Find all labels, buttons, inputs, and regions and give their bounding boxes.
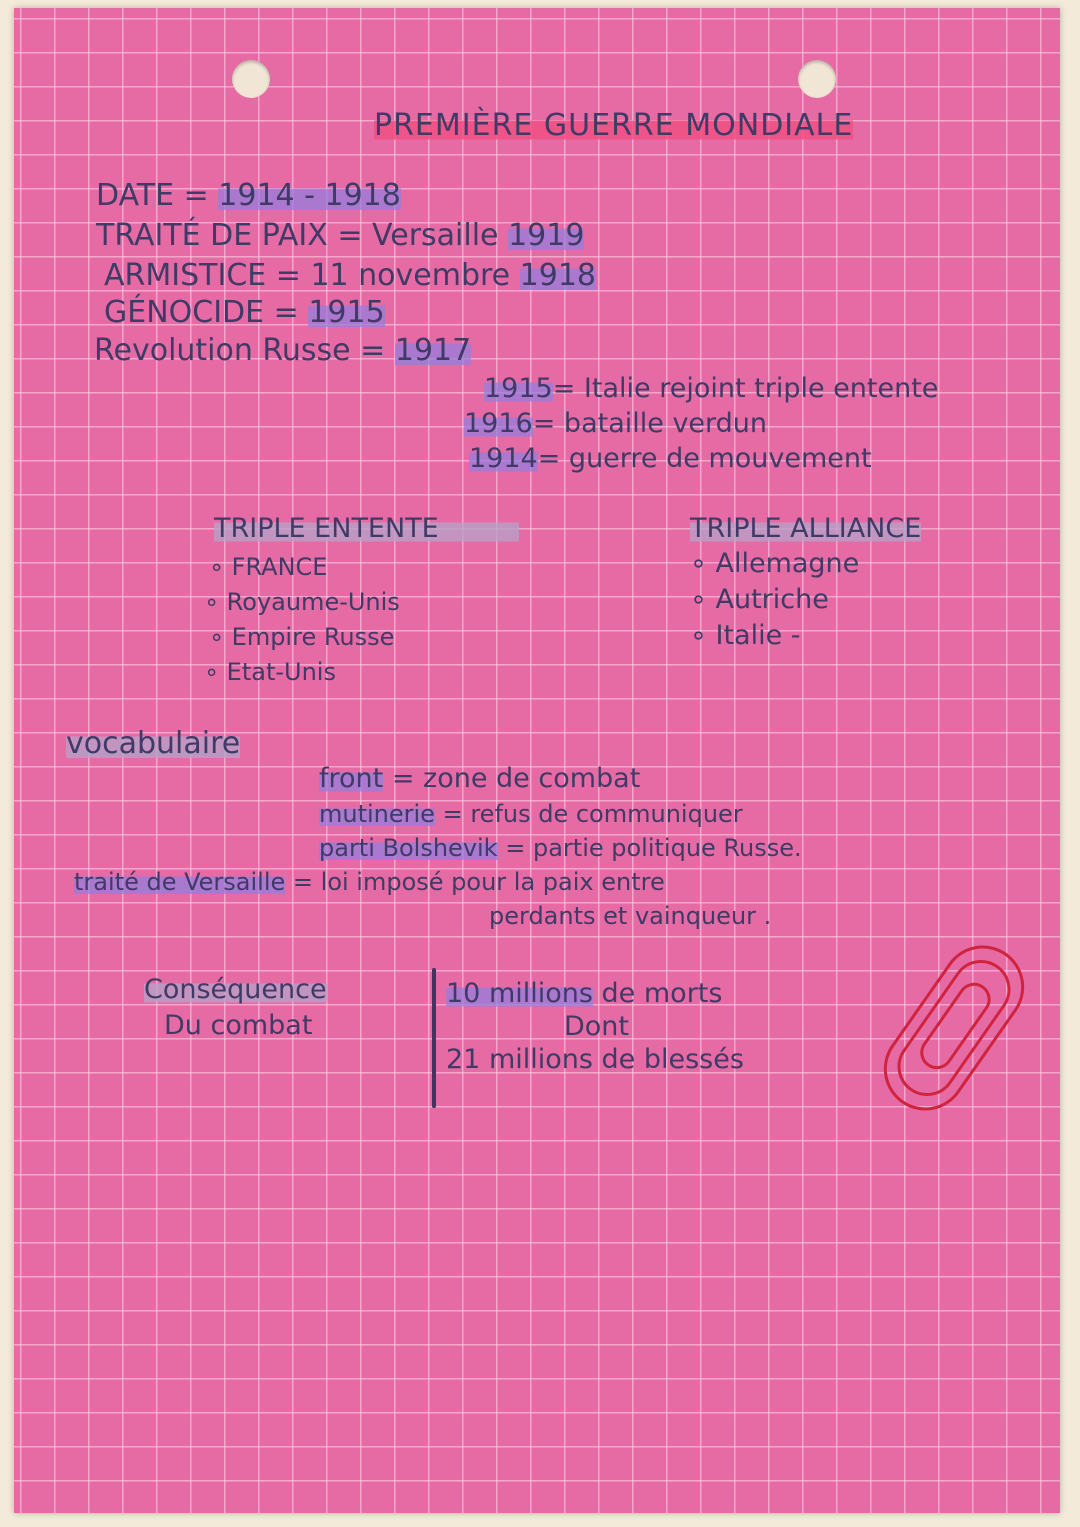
fact-armistice: ARMISTICE = 11 novembre 1918 xyxy=(104,258,597,293)
event-1916: 1916= bataille verdun xyxy=(464,408,768,439)
fact-value: 1917 xyxy=(394,333,472,368)
vocab-title: vocabulaire xyxy=(66,726,241,761)
consequence-title-1: Conséquence xyxy=(144,974,327,1005)
fact-label: ARMISTICE xyxy=(104,258,267,293)
event-1914: 1914= guerre de mouvement xyxy=(469,443,872,474)
fact-value: 1915 xyxy=(308,295,385,330)
binder-hole-right xyxy=(798,60,836,98)
fact-value: Versaille xyxy=(372,218,499,253)
binder-hole-left xyxy=(232,60,270,98)
paperclip-doodle-icon xyxy=(864,933,1044,1123)
fact-traite: TRAITÉ DE PAIX = Versaille 1919 xyxy=(96,218,585,253)
triple-entente-title: TRIPLE ENTENTE xyxy=(214,513,519,544)
vocab-entry-continued: perdants et vainqueur . xyxy=(489,902,772,930)
consequence-dont: Dont xyxy=(564,1011,630,1042)
list-item: ∘ FRANCE xyxy=(209,553,328,581)
list-item: ∘ Allemagne xyxy=(690,548,860,579)
fact-value: 1914 - 1918 xyxy=(218,178,401,213)
fact-genocide: GÉNOCIDE = 1915 xyxy=(104,295,385,330)
fact-label: GÉNOCIDE xyxy=(104,295,265,330)
triple-alliance-title: TRIPLE ALLIANCE xyxy=(690,513,922,544)
vocab-entry: front = zone de combat xyxy=(319,763,641,794)
vocab-entry: mutinerie = refus de communiquer xyxy=(319,800,743,828)
fact-revolution: Revolution Russe = 1917 xyxy=(94,333,472,368)
consequence-title-2: Du combat xyxy=(164,1010,313,1041)
list-item: ∘ Autriche xyxy=(690,584,829,615)
fact-value: 11 novembre xyxy=(310,258,511,293)
fact-year: 1918 xyxy=(519,258,597,293)
list-item: ∘ Royaume-Unis xyxy=(204,588,400,616)
list-item: ∘ Empire Russe xyxy=(209,623,395,651)
event-1915: 1915= Italie rejoint triple entente xyxy=(484,373,939,404)
list-item: ∘ Etat-Unis xyxy=(204,658,336,686)
notebook-page xyxy=(14,8,1060,1513)
consequence-deaths: 10 millions de morts xyxy=(446,978,723,1009)
consequence-wounded: 21 millions de blessés xyxy=(446,1044,744,1075)
vocab-entry: traité de Versaille = loi imposé pour la paix entre xyxy=(74,868,665,896)
fact-year: 1919 xyxy=(508,218,585,253)
fact-date: DATE = 1914 - 1918 xyxy=(96,178,401,213)
divider-line xyxy=(432,968,436,1108)
page-title: PREMIÈRE GUERRE MONDIALE xyxy=(374,108,854,143)
fact-label: Revolution Russe xyxy=(94,333,351,368)
vocab-entry: parti Bolshevik = partie politique Russe. xyxy=(319,834,802,862)
fact-label: DATE xyxy=(96,178,175,213)
fact-label: TRAITÉ DE PAIX xyxy=(96,218,328,253)
list-item: ∘ Italie - xyxy=(690,620,801,651)
